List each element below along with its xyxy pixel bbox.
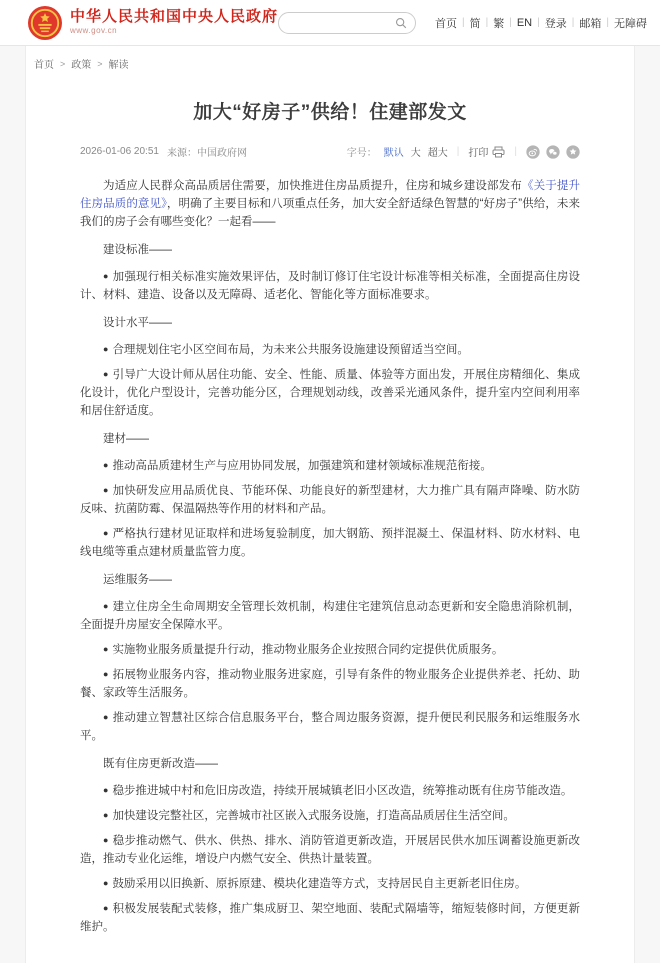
share-icon[interactable] [566, 145, 580, 159]
breadcrumb-item-2[interactable]: 解读 [108, 60, 129, 71]
bullet-text: 建立住房全生命周期安全管理长效机制，构建住宅建筑信息动态更新和安全隐患消除机制，全面提升房屋安全保障水平。 [80, 601, 581, 631]
bullet-paragraph [80, 709, 580, 745]
section-heading: 建设标准—— [103, 244, 172, 256]
bullet-text: 实施物业服务质量提升行动，推动物业服务企业按照合同约定提供优质服务。 [112, 644, 504, 656]
share-icons [526, 145, 580, 159]
nav-separator: | [509, 17, 512, 28]
bullet-icon: ● [103, 903, 109, 913]
bullet-text: 引导广大设计师从居住功能、安全、性能、质量、体验等方面出发，开展住房精细化、集成化设计，优化户型设计，完善功能分区，合理规划动线，改善采光通风条件，提升室内空间利用率和居住舒适度。 [80, 369, 581, 417]
section-heading: 设计水平—— [103, 317, 172, 329]
breadcrumb-separator: > [97, 58, 103, 69]
printer-icon [492, 146, 505, 158]
bullet-paragraph [80, 832, 580, 868]
bullet-text: 稳步推动燃气、供水、供热、排水、消防管道更新改造，开展居民供水加压调蓄设施更新改造，推动专业化运维，增设户内燃气安全、供热计量装置。 [80, 835, 581, 865]
divider: | [456, 146, 460, 157]
article-datetime: 2026-01-06 20:51 [80, 146, 159, 157]
bullet-paragraph [80, 782, 580, 800]
bullet-icon: ● [103, 528, 109, 538]
font-size-default-button[interactable]: 默认 [383, 148, 404, 159]
breadcrumb-item-0[interactable]: 首页 [34, 60, 54, 71]
bullet-icon: ● [103, 601, 109, 611]
bullet-paragraph [80, 482, 580, 518]
bullet-icon: ● [103, 835, 109, 845]
bullet-text: 推动建立智慧社区综合信息服务平台，整合周边服务资源，提升便民利民服务和运维服务水平。 [80, 712, 581, 742]
nav-separator: | [606, 17, 609, 28]
paragraph-text: 为适应人民群众高品质居住需要，加快推进住房品质提升，住房和城乡建设部发布 [103, 180, 522, 192]
bullet-paragraph [80, 341, 580, 359]
bullet-paragraph [80, 598, 580, 634]
nav-separator: | [571, 17, 575, 28]
breadcrumb-separator: > [60, 58, 66, 69]
bullet-text: 加快建设完整社区，完善城市社区嵌入式服务设施，打造高品质居住生活空间。 [112, 810, 515, 822]
bullet-text: 拓展物业服务内容，推动物业服务进家庭，引导有条件的物业服务企业提供养老、托幼、助餐、家政等生活服务。 [80, 669, 581, 699]
nav-link-0[interactable]: 首页 [435, 17, 458, 30]
bullet-icon: ● [103, 485, 109, 495]
bullet-text: 推动高品质建材生产与应用协同发展，加强建筑和建材领域标准规范衔接。 [112, 460, 492, 472]
bullet-text: 严格执行建材见证取样和进场复验制度，加大钢筋、预拌混凝土、保温材料、防水材料、电线电缆等重点建材质量监管力度。 [80, 528, 581, 558]
bullet-paragraph [80, 807, 580, 825]
bullet-paragraph [80, 875, 580, 893]
source-label: 来源： [166, 148, 197, 159]
divider: | [514, 146, 517, 157]
article-source[interactable]: 中国政府网 [196, 148, 247, 159]
bullet-icon: ● [103, 810, 109, 820]
bullet-paragraph [80, 366, 580, 420]
section-heading: 既有住房更新改造—— [103, 758, 218, 770]
bullet-icon: ● [103, 460, 109, 470]
national-emblem-icon [28, 6, 62, 40]
breadcrumb-item-1[interactable]: 政策 [71, 60, 92, 71]
bullet-paragraph [80, 641, 580, 659]
nav-link-1[interactable]: 简 [469, 17, 481, 30]
nav-link-2[interactable]: 繁 [493, 17, 505, 30]
print-label: 打印 [468, 148, 489, 159]
site-header [0, 0, 660, 46]
site-url: www.gov.cn [70, 26, 118, 36]
nav-separator: | [485, 17, 489, 28]
article-meta-row [80, 144, 580, 159]
bullet-text: 积极发展装配式装修，推广集成厨卫、架空地面、装配式隔墙等，缩短装修时间，方便更新维护。 [80, 903, 581, 933]
paragraph-text: ，明确了主要目标和八项重点任务，加大安全舒适绿色智慧的“好房子”供给，未来我们的房子会有哪些变化？一起看—— [80, 198, 581, 228]
bullet-icon: ● [103, 344, 109, 354]
nav-link-5[interactable]: 邮箱 [579, 17, 602, 30]
site-title: 中华人民共和国中央人民政府 [70, 7, 279, 25]
content-card [25, 46, 635, 963]
search-box[interactable] [278, 12, 416, 34]
nav-link-4[interactable]: 登录 [544, 17, 567, 30]
bullet-paragraph [80, 525, 580, 561]
bullet-text: 鼓励采用以旧换新、原拆原建、模块化建造等方式，支持居民自主更新老旧住房。 [112, 878, 527, 890]
bullet-paragraph [80, 268, 580, 304]
section-heading: 运维服务—— [103, 574, 172, 586]
search-icon[interactable] [395, 17, 407, 29]
weibo-icon[interactable] [526, 145, 540, 159]
article-body [80, 177, 580, 936]
bullet-text: 加快研发应用品质优良、节能环保、功能良好的新型建材，大力推广具有隔声降噪、防水防反味、抗菌防霉、保温隔热等作用的材料和产品。 [80, 485, 581, 515]
bullet-text: 加强现行相关标准实施效果评估，及时制订修订住宅设计标准等相关标准，全面提高住房设计、材料、建造、设备以及无障碍、适老化、智能化等方面标准要求。 [80, 271, 581, 301]
font-size-xlarge-button[interactable]: 超大 [427, 148, 448, 159]
print-button[interactable] [468, 144, 505, 159]
bullet-text: 合理规划住宅小区空间布局，为未来公共服务设施建设预留适当空间。 [112, 344, 469, 356]
wechat-icon[interactable] [546, 145, 560, 159]
policy-document-link[interactable]: 《关于提升住房品质的意见》 [80, 180, 581, 210]
search-input[interactable] [287, 17, 395, 28]
site-logo[interactable] [28, 6, 278, 40]
nav-link-3[interactable]: EN [516, 16, 533, 29]
bullet-icon: ● [103, 785, 109, 795]
section-heading: 建材—— [103, 433, 149, 445]
nav-link-6[interactable]: 无障碍 [613, 17, 647, 30]
breadcrumb [26, 46, 634, 71]
bullet-paragraph [80, 900, 580, 936]
nav-separator: | [537, 17, 540, 28]
font-size-label: 字号： [346, 148, 377, 159]
nav-separator: | [462, 17, 465, 28]
article [80, 97, 580, 936]
bullet-icon: ● [103, 712, 109, 722]
bullet-icon: ● [103, 369, 109, 379]
bullet-icon: ● [103, 669, 109, 679]
article-title: 加大“好房子”供给！住建部发文 [193, 102, 467, 123]
intro-paragraph [80, 177, 580, 231]
bullet-icon: ● [103, 878, 109, 888]
bullet-icon: ● [103, 271, 109, 281]
font-size-large-button[interactable]: 大 [410, 148, 421, 159]
top-nav [430, 15, 652, 31]
bullet-paragraph [80, 457, 580, 475]
bullet-icon: ● [103, 644, 109, 654]
bullet-paragraph [80, 666, 580, 702]
bullet-text: 稳步推进城中村和危旧房改造，持续开展城镇老旧小区改造，统筹推动既有住房节能改造。 [112, 785, 573, 797]
